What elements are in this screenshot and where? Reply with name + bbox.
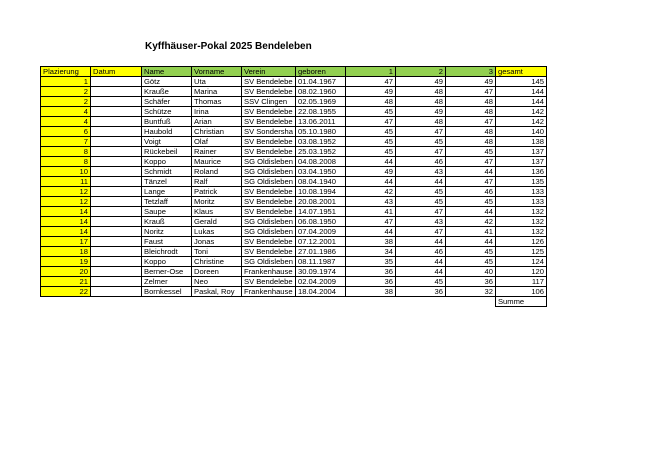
table-row	[41, 237, 547, 247]
cell-name: Schütze	[142, 107, 192, 117]
cell-serie-3: 44	[445, 207, 495, 217]
cell-serie-3: 45	[445, 257, 495, 267]
cell-gesamt: 136	[495, 167, 546, 177]
cell-name: Krauß	[142, 217, 192, 227]
cell-datum	[91, 197, 142, 207]
cell-plazierung: 19	[41, 257, 91, 267]
cell-datum	[91, 157, 142, 167]
cell-serie-3: 48	[445, 107, 495, 117]
header-serie-1: 1	[345, 67, 395, 77]
cell-serie-2: 36	[395, 287, 445, 297]
cell-serie-3: 40	[445, 267, 495, 277]
cell-serie-2: 45	[395, 137, 445, 147]
cell-verein: SV Bendelebe	[242, 247, 296, 257]
cell-verein: SV Bendelebe	[242, 117, 296, 127]
header-name: Name	[142, 67, 192, 77]
cell-vorname: Marina	[192, 87, 242, 97]
cell-plazierung: 14	[41, 207, 91, 217]
cell-serie-3: 46	[445, 187, 495, 197]
cell-vorname: Paskal, Roy	[192, 287, 242, 297]
cell-datum	[91, 277, 142, 287]
header-plazierung: Plazierung	[41, 67, 91, 77]
cell-geboren: 07.04.2009	[295, 227, 345, 237]
cell-serie-1: 44	[345, 177, 395, 187]
cell-serie-3: 45	[445, 147, 495, 157]
table-row	[41, 127, 547, 137]
cell-serie-1: 42	[345, 187, 395, 197]
table-row	[41, 287, 547, 297]
cell-name: Rückebeil	[142, 147, 192, 157]
cell-verein: SV Sondersha	[242, 127, 296, 137]
cell-serie-3: 47	[445, 177, 495, 187]
cell-gesamt: 142	[495, 117, 546, 127]
cell-datum	[91, 77, 142, 87]
header-geboren: geboren	[295, 67, 345, 77]
cell-datum	[91, 217, 142, 227]
cell-geboren: 02.04.2009	[295, 277, 345, 287]
cell-vorname: Lukas	[192, 227, 242, 237]
cell-datum	[91, 97, 142, 107]
cell-serie-2: 44	[395, 267, 445, 277]
cell-name: Tetzlaff	[142, 197, 192, 207]
table-row	[41, 77, 547, 87]
cell-serie-2: 47	[395, 227, 445, 237]
cell-geboren: 30.09.1974	[295, 267, 345, 277]
cell-plazierung: 2	[41, 87, 91, 97]
cell-plazierung: 4	[41, 117, 91, 127]
cell-serie-1: 45	[345, 147, 395, 157]
cell-gesamt: 140	[495, 127, 546, 137]
cell-plazierung: 8	[41, 147, 91, 157]
table-row	[41, 177, 547, 187]
cell-verein: Frankenhause	[242, 287, 296, 297]
cell-serie-1: 38	[345, 287, 395, 297]
cell-verein: SG Oldisleben	[242, 217, 296, 227]
cell-geboren: 08.02.1960	[295, 87, 345, 97]
cell-name: Voigt	[142, 137, 192, 147]
table-row	[41, 227, 547, 237]
cell-verein: SV Bendelebe	[242, 187, 296, 197]
cell-gesamt: 133	[495, 197, 546, 207]
cell-datum	[91, 107, 142, 117]
cell-geboren: 25.03.1952	[295, 147, 345, 157]
cell-verein: SV Bendelebe	[242, 137, 296, 147]
cell-vorname: Moritz	[192, 197, 242, 207]
cell-plazierung: 14	[41, 217, 91, 227]
cell-plazierung: 6	[41, 127, 91, 137]
cell-gesamt: 117	[495, 277, 546, 287]
cell-datum	[91, 257, 142, 267]
cell-verein: SV Bendelebe	[242, 107, 296, 117]
cell-geboren: 07.12.2001	[295, 237, 345, 247]
cell-serie-1: 45	[345, 107, 395, 117]
cell-vorname: Klaus	[192, 207, 242, 217]
cell-plazierung: 12	[41, 197, 91, 207]
cell-geboren: 14.07.1951	[295, 207, 345, 217]
cell-serie-1: 49	[345, 87, 395, 97]
table-row	[41, 267, 547, 277]
cell-gesamt: 145	[495, 77, 546, 87]
cell-verein: SG Oldisleben	[242, 257, 296, 267]
cell-gesamt: 132	[495, 217, 546, 227]
cell-gesamt: 135	[495, 177, 546, 187]
cell-gesamt: 142	[495, 107, 546, 117]
cell-verein: SV Bendelebe	[242, 87, 296, 97]
cell-serie-3: 45	[445, 247, 495, 257]
cell-vorname: Gerald	[192, 217, 242, 227]
cell-plazierung: 11	[41, 177, 91, 187]
cell-vorname: Patrick	[192, 187, 242, 197]
cell-name: Buntfuß	[142, 117, 192, 127]
cell-vorname: Doreen	[192, 267, 242, 277]
cell-verein: SV Bendelebe	[242, 77, 296, 87]
cell-serie-1: 47	[345, 77, 395, 87]
cell-gesamt: 138	[495, 137, 546, 147]
cell-serie-1: 44	[345, 157, 395, 167]
cell-verein: SG Oldisleben	[242, 227, 296, 237]
cell-geboren: 27.01.1986	[295, 247, 345, 257]
header-verein: Verein	[242, 67, 296, 77]
table-row	[41, 187, 547, 197]
cell-gesamt: 120	[495, 267, 546, 277]
cell-gesamt: 132	[495, 207, 546, 217]
table-row	[41, 87, 547, 97]
cell-datum	[91, 237, 142, 247]
table-row	[41, 197, 547, 207]
cell-name: Schäfer	[142, 97, 192, 107]
cell-plazierung: 21	[41, 277, 91, 287]
cell-gesamt: 132	[495, 227, 546, 237]
cell-serie-1: 45	[345, 137, 395, 147]
cell-name: Krauße	[142, 87, 192, 97]
cell-verein: SSV Clingen	[242, 97, 296, 107]
cell-verein: SV Bendelebe	[242, 207, 296, 217]
cell-vorname: Uta	[192, 77, 242, 87]
cell-serie-2: 47	[395, 207, 445, 217]
cell-plazierung: 1	[41, 77, 91, 87]
cell-serie-2: 49	[395, 77, 445, 87]
cell-verein: SG Oldisleben	[242, 157, 296, 167]
cell-datum	[91, 267, 142, 277]
cell-serie-2: 44	[395, 237, 445, 247]
table-row	[41, 107, 547, 117]
cell-serie-1: 36	[345, 267, 395, 277]
cell-serie-3: 47	[445, 87, 495, 97]
page-title: Kyffhäuser-Pokal 2025 Bendeleben	[145, 41, 312, 52]
cell-geboren: 20.08.2001	[295, 197, 345, 207]
cell-serie-3: 47	[445, 157, 495, 167]
cell-geboren: 03.08.1952	[295, 137, 345, 147]
cell-serie-2: 46	[395, 247, 445, 257]
cell-serie-3: 48	[445, 127, 495, 137]
header-datum: Datum	[91, 67, 142, 77]
cell-gesamt: 125	[495, 247, 546, 257]
cell-vorname: Jonas	[192, 237, 242, 247]
cell-serie-1: 45	[345, 127, 395, 137]
cell-geboren: 05.10.1980	[295, 127, 345, 137]
cell-plazierung: 22	[41, 287, 91, 297]
cell-serie-3: 32	[445, 287, 495, 297]
table-row	[41, 167, 547, 177]
cell-gesamt: 137	[495, 157, 546, 167]
cell-serie-2: 48	[395, 97, 445, 107]
cell-datum	[91, 137, 142, 147]
cell-serie-3: 49	[445, 77, 495, 87]
cell-gesamt: 106	[495, 287, 546, 297]
cell-name: Schmidt	[142, 167, 192, 177]
cell-vorname: Toni	[192, 247, 242, 257]
cell-serie-2: 45	[395, 197, 445, 207]
cell-verein: SV Bendelebe	[242, 197, 296, 207]
cell-verein: SV Bendelebe	[242, 237, 296, 247]
results-table	[40, 66, 547, 307]
cell-vorname: Thomas	[192, 97, 242, 107]
cell-serie-1: 36	[345, 277, 395, 287]
table-row	[41, 207, 547, 217]
cell-verein: SV Bendelebe	[242, 277, 296, 287]
cell-vorname: Neo	[192, 277, 242, 287]
cell-geboren: 22.08.1955	[295, 107, 345, 117]
cell-name: Faust	[142, 237, 192, 247]
cell-geboren: 08.11.1987	[295, 257, 345, 267]
table-row	[41, 277, 547, 287]
cell-name: Bornkessel	[142, 287, 192, 297]
cell-vorname: Christian	[192, 127, 242, 137]
cell-vorname: Roland	[192, 167, 242, 177]
cell-serie-2: 43	[395, 167, 445, 177]
footer-row	[41, 297, 547, 307]
cell-vorname: Maurice	[192, 157, 242, 167]
cell-gesamt: 144	[495, 87, 546, 97]
cell-geboren: 04.08.2008	[295, 157, 345, 167]
cell-gesamt: 137	[495, 147, 546, 157]
table-row	[41, 147, 547, 157]
cell-geboren: 08.04.1940	[295, 177, 345, 187]
cell-serie-1: 38	[345, 237, 395, 247]
cell-serie-2: 44	[395, 177, 445, 187]
cell-serie-3: 44	[445, 167, 495, 177]
table-row	[41, 217, 547, 227]
cell-serie-1: 49	[345, 167, 395, 177]
cell-verein: SG Oldisleben	[242, 177, 296, 187]
cell-serie-2: 43	[395, 217, 445, 227]
cell-gesamt: 126	[495, 237, 546, 247]
cell-serie-2: 48	[395, 87, 445, 97]
table-row	[41, 257, 547, 267]
table-row	[41, 247, 547, 257]
cell-name: Koppo	[142, 257, 192, 267]
cell-verein: Frankenhause	[242, 267, 296, 277]
header-serie-2: 2	[395, 67, 445, 77]
cell-gesamt: 133	[495, 187, 546, 197]
cell-serie-1: 41	[345, 207, 395, 217]
table-row	[41, 157, 547, 167]
cell-vorname: Rainer	[192, 147, 242, 157]
header-serie-3: 3	[445, 67, 495, 77]
cell-serie-3: 36	[445, 277, 495, 287]
cell-geboren: 02.05.1969	[295, 97, 345, 107]
cell-gesamt: 144	[495, 97, 546, 107]
cell-verein: SV Bendelebe	[242, 147, 296, 157]
cell-name: Berner-Ose	[142, 267, 192, 277]
cell-datum	[91, 147, 142, 157]
cell-serie-2: 49	[395, 107, 445, 117]
cell-plazierung: 20	[41, 267, 91, 277]
cell-datum	[91, 127, 142, 137]
cell-datum	[91, 247, 142, 257]
cell-vorname: Olaf	[192, 137, 242, 147]
cell-gesamt: 124	[495, 257, 546, 267]
cell-serie-2: 45	[395, 187, 445, 197]
cell-serie-2: 47	[395, 147, 445, 157]
cell-vorname: Arian	[192, 117, 242, 127]
cell-serie-3: 47	[445, 117, 495, 127]
cell-plazierung: 2	[41, 97, 91, 107]
cell-serie-3: 48	[445, 137, 495, 147]
cell-datum	[91, 167, 142, 177]
cell-geboren: 06.08.1950	[295, 217, 345, 227]
summe-cell: Summe	[495, 297, 546, 307]
cell-datum	[91, 87, 142, 97]
cell-serie-2: 47	[395, 127, 445, 137]
cell-name: Lange	[142, 187, 192, 197]
cell-serie-2: 48	[395, 117, 445, 127]
cell-plazierung: 7	[41, 137, 91, 147]
cell-name: Haubold	[142, 127, 192, 137]
cell-name: Saupe	[142, 207, 192, 217]
cell-vorname: Irina	[192, 107, 242, 117]
cell-vorname: Christine	[192, 257, 242, 267]
cell-plazierung: 12	[41, 187, 91, 197]
table-row	[41, 137, 547, 147]
cell-geboren: 03.04.1950	[295, 167, 345, 177]
cell-serie-3: 41	[445, 227, 495, 237]
cell-name: Tänzel	[142, 177, 192, 187]
cell-name: Zelmer	[142, 277, 192, 287]
cell-geboren: 10.08.1994	[295, 187, 345, 197]
cell-plazierung: 14	[41, 227, 91, 237]
cell-datum	[91, 187, 142, 197]
cell-serie-1: 47	[345, 117, 395, 127]
cell-name: Götz	[142, 77, 192, 87]
cell-geboren: 18.04.2004	[295, 287, 345, 297]
cell-datum	[91, 117, 142, 127]
cell-plazierung: 18	[41, 247, 91, 257]
cell-serie-1: 43	[345, 197, 395, 207]
cell-name: Bleichrodt	[142, 247, 192, 257]
cell-serie-1: 34	[345, 247, 395, 257]
cell-plazierung: 8	[41, 157, 91, 167]
cell-serie-3: 45	[445, 197, 495, 207]
cell-serie-3: 48	[445, 97, 495, 107]
cell-datum	[91, 287, 142, 297]
cell-serie-2: 45	[395, 277, 445, 287]
cell-geboren: 13.06.2011	[295, 117, 345, 127]
cell-verein: SG Oldisleben	[242, 167, 296, 177]
cell-plazierung: 10	[41, 167, 91, 177]
cell-serie-3: 44	[445, 237, 495, 247]
cell-geboren: 01.04.1967	[295, 77, 345, 87]
header-row	[41, 67, 547, 77]
cell-serie-1: 35	[345, 257, 395, 267]
table-row	[41, 97, 547, 107]
cell-name: Koppo	[142, 157, 192, 167]
cell-vorname: Ralf	[192, 177, 242, 187]
cell-datum	[91, 227, 142, 237]
cell-plazierung: 4	[41, 107, 91, 117]
header-gesamt: gesamt	[495, 67, 546, 77]
cell-datum	[91, 177, 142, 187]
cell-datum	[91, 207, 142, 217]
cell-serie-3: 42	[445, 217, 495, 227]
cell-serie-1: 47	[345, 217, 395, 227]
table-row	[41, 117, 547, 127]
header-vorname: Vorname	[192, 67, 242, 77]
cell-serie-1: 48	[345, 97, 395, 107]
cell-plazierung: 17	[41, 237, 91, 247]
cell-name: Noritz	[142, 227, 192, 237]
cell-serie-2: 46	[395, 157, 445, 167]
cell-serie-1: 44	[345, 227, 395, 237]
cell-serie-2: 44	[395, 257, 445, 267]
